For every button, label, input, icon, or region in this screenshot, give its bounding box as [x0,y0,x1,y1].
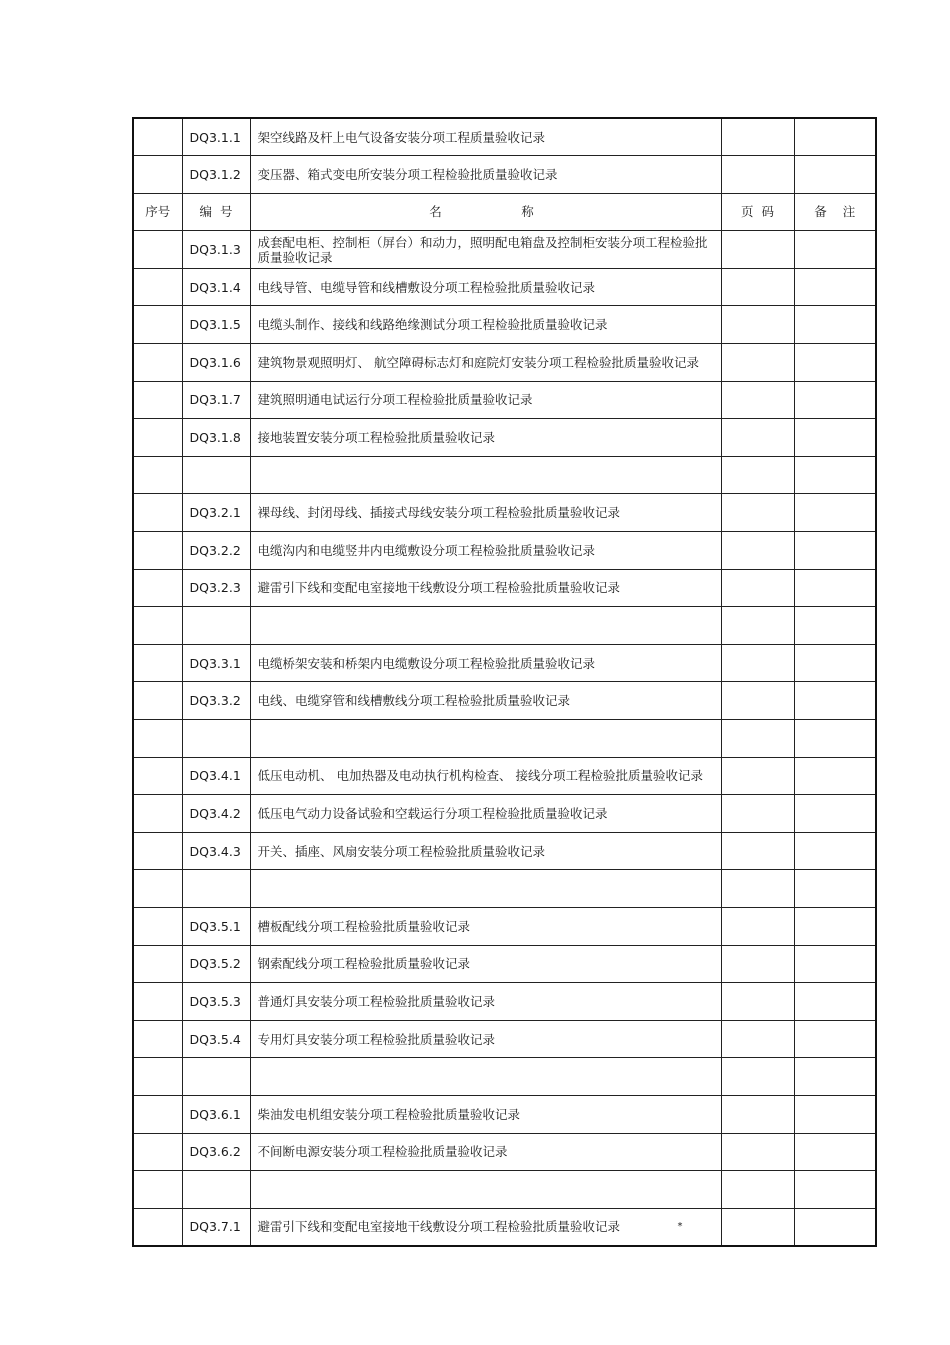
seq-cell [133,456,182,494]
record-name: 钢索配线分项工程检验批质量验收记录 [257,956,471,972]
name-cell [250,832,721,870]
page-cell [721,118,794,156]
page-cell [721,381,794,419]
table-row [133,569,876,607]
name-cell [250,1208,721,1246]
name-cell [250,907,721,945]
page-cell [721,757,794,795]
record-name: 普通灯具安装分项工程检验批质量验收记录 [257,993,496,1009]
seq-cell [133,1133,182,1171]
name-cell [250,983,721,1021]
code-cell: DQ3.1.6 [182,344,250,382]
code-cell: DQ3.4.1 [182,757,250,795]
name-cell [250,644,721,682]
table-row [133,983,876,1021]
code-cell: DQ3.7.1 [182,1208,250,1246]
table-row [133,682,876,720]
record-name: 架空线路及杆上电气设备安装分项工程质量验收记录 [257,129,546,145]
table-row [133,381,876,419]
page-cell [721,720,794,758]
page-cell [721,945,794,983]
table-row [133,832,876,870]
table-row [133,532,876,570]
record-name: 柴油发电机组安装分项工程检验批质量验收记录 [257,1106,521,1122]
note-cell [794,381,876,419]
code-cell: DQ3.1.8 [182,419,250,457]
name-cell [250,419,721,457]
table-row [133,795,876,833]
name-cell [250,456,721,494]
table-row [133,306,876,344]
code-cell [182,1171,250,1209]
name-cell [250,757,721,795]
table-row [133,1020,876,1058]
header-name: 名 称 [250,193,721,231]
seq-cell [133,720,182,758]
page-cell [721,344,794,382]
name-cell [250,795,721,833]
record-name: 电缆沟内和电缆竖井内电缆敷设分项工程检验批质量验收记录 [257,542,596,558]
seq-cell [133,945,182,983]
seq-cell [133,795,182,833]
seq-cell [133,1058,182,1096]
note-cell [794,1208,876,1246]
seq-cell [133,532,182,570]
table-row [133,757,876,795]
table-row [133,945,876,983]
header-seq: 序号 [133,193,182,231]
note-cell [794,156,876,194]
page-cell [721,1208,794,1246]
note-cell [794,1058,876,1096]
page-cell [721,268,794,306]
record-name: 电缆桥架安装和桥架内电缆敷设分项工程检验批质量验收记录 [257,655,596,671]
name-cell [250,1133,721,1171]
page-cell [721,1020,794,1058]
note-cell [794,607,876,645]
name-cell [250,156,721,194]
name-cell [250,1171,721,1209]
note-cell [794,1020,876,1058]
name-cell [250,268,721,306]
code-cell: DQ3.6.2 [182,1133,250,1171]
page-cell [721,682,794,720]
name-cell [250,344,721,382]
record-name: 低压电气动力设备试验和空载运行分项工程检验批质量验收记录 [257,805,608,821]
seq-cell [133,231,182,269]
record-name: 变压器、箱式变电所安装分项工程检验批质量验收记录 [257,166,558,182]
name-cell [250,870,721,908]
code-cell: DQ3.2.2 [182,532,250,570]
page-cell [721,1058,794,1096]
note-cell [794,945,876,983]
seq-cell [133,381,182,419]
table-row-blank [133,607,876,645]
record-name: 建筑照明通电试运行分项工程检验批质量验收记录 [257,392,533,408]
seq-cell [133,419,182,457]
name-cell [250,945,721,983]
record-index-table [132,117,877,1247]
name-cell [250,494,721,532]
table-row-blank [133,456,876,494]
record-name: 避雷引下线和变配电室接地干线敷设分项工程检验批质量验收记录 [257,1219,621,1235]
record-name: 低压电动机、 电加热器及电动执行机构检查、 接线分项工程检验批质量验收记录 [257,768,703,784]
table-row [133,419,876,457]
seq-cell [133,983,182,1021]
page-cell [721,156,794,194]
code-cell [182,720,250,758]
page-cell [721,607,794,645]
record-name: 电线导管、电缆导管和线槽敷设分项工程检验批质量验收记录 [257,279,596,295]
header-page: 页 码 [721,193,794,231]
note-cell [794,118,876,156]
code-cell: DQ3.4.3 [182,832,250,870]
table-row [133,1208,876,1246]
page-cell [721,907,794,945]
record-name: 接地装置安装分项工程检验批质量验收记录 [257,430,496,446]
note-cell [794,832,876,870]
table-row [133,344,876,382]
header-code: 编 号 [182,193,250,231]
record-name: 裸母线、封闭母线、插接式母线安装分项工程检验批质量验收记录 [257,505,621,521]
code-cell: DQ3.5.3 [182,983,250,1021]
name-cell [250,1020,721,1058]
page-cell [721,1133,794,1171]
table-row [133,231,876,269]
record-name: 成套配电柜、控制柜（屏台）和动力，照明配电箱盘及控制柜安装分项工程检验批质量验收记录 [257,234,708,265]
note-cell [794,757,876,795]
code-cell: DQ3.2.1 [182,494,250,532]
note-cell [794,268,876,306]
record-name: 不间断电源安装分项工程检验批质量验收记录 [257,1144,508,1160]
table-row [133,494,876,532]
name-cell [250,1095,721,1133]
page-cell [721,456,794,494]
code-cell: DQ3.2.3 [182,569,250,607]
name-cell [250,118,721,156]
header-note: 备 注 [794,193,876,231]
code-cell: DQ3.1.5 [182,306,250,344]
code-cell [182,870,250,908]
name-cell [250,1058,721,1096]
seq-cell [133,907,182,945]
seq-cell [133,268,182,306]
code-cell: DQ3.1.2 [182,156,250,194]
note-cell [794,231,876,269]
code-cell [182,1058,250,1096]
seq-cell [133,1208,182,1246]
table-row [133,1133,876,1171]
record-name: 电线、电缆穿管和线槽敷线分项工程检验批质量验收记录 [257,693,571,709]
note-cell [794,456,876,494]
record-name: 电缆头制作、接线和线路绝缘测试分项工程检验批质量验收记录 [257,317,608,333]
code-cell: DQ3.5.1 [182,907,250,945]
page-cell [721,1095,794,1133]
note-cell [794,870,876,908]
table-row-blank [133,720,876,758]
note-cell [794,907,876,945]
code-cell [182,607,250,645]
seq-cell [133,306,182,344]
note-cell [794,1133,876,1171]
table-row [133,156,876,194]
seq-cell [133,156,182,194]
seq-cell [133,569,182,607]
page-cell [721,231,794,269]
seq-cell [133,757,182,795]
seq-cell [133,607,182,645]
code-cell: DQ3.1.3 [182,231,250,269]
page-cell [721,306,794,344]
code-cell: DQ3.3.2 [182,682,250,720]
page-cell [721,795,794,833]
code-cell: DQ3.5.2 [182,945,250,983]
record-name: 专用灯具安装分项工程检验批质量验收记录 [257,1031,496,1047]
note-cell [794,569,876,607]
seq-cell [133,344,182,382]
name-cell [250,231,721,269]
code-cell [182,456,250,494]
asterisk-mark: * [677,1221,683,1233]
note-cell [794,720,876,758]
name-cell [250,682,721,720]
page-cell [721,1171,794,1209]
record-name: 开关、插座、风扇安装分项工程检验批质量验收记录 [257,843,546,859]
note-cell [794,682,876,720]
seq-cell [133,644,182,682]
page-cell [721,832,794,870]
note-cell [794,795,876,833]
code-cell: DQ3.1.4 [182,268,250,306]
code-cell: DQ3.5.4 [182,1020,250,1058]
note-cell [794,494,876,532]
table-row-blank [133,1058,876,1096]
record-name: 避雷引下线和变配电室接地干线敷设分项工程检验批质量验收记录 [257,580,621,596]
seq-cell [133,494,182,532]
page-cell [721,532,794,570]
name-cell [250,607,721,645]
page-cell [721,494,794,532]
seq-cell [133,1171,182,1209]
record-name: 建筑物景观照明灯、 航空障碍标志灯和庭院灯安装分项工程检验批质量验收记录 [257,354,699,370]
table-row [133,907,876,945]
seq-cell [133,870,182,908]
code-cell: DQ3.4.2 [182,795,250,833]
page-cell [721,644,794,682]
note-cell [794,532,876,570]
code-cell: DQ3.3.1 [182,644,250,682]
seq-cell [133,832,182,870]
table-row [133,268,876,306]
note-cell [794,983,876,1021]
table-row [133,644,876,682]
table-row [133,1095,876,1133]
name-cell [250,720,721,758]
note-cell [794,419,876,457]
name-cell [250,381,721,419]
name-cell [250,569,721,607]
name-cell [250,532,721,570]
page-cell [721,569,794,607]
note-cell [794,306,876,344]
code-cell: DQ3.6.1 [182,1095,250,1133]
note-cell [794,1171,876,1209]
table-row [133,118,876,156]
code-cell: DQ3.1.1 [182,118,250,156]
seq-cell [133,118,182,156]
note-cell [794,344,876,382]
seq-cell [133,1020,182,1058]
page-cell [721,983,794,1021]
code-cell: DQ3.1.7 [182,381,250,419]
seq-cell [133,682,182,720]
table-row-blank [133,1171,876,1209]
name-cell [250,306,721,344]
page-cell [721,870,794,908]
seq-cell [133,1095,182,1133]
note-cell [794,1095,876,1133]
table-row-blank [133,870,876,908]
note-cell [794,644,876,682]
record-name: 槽板配线分项工程检验批质量验收记录 [257,918,471,934]
page-cell [721,419,794,457]
table-header-row [133,193,876,231]
